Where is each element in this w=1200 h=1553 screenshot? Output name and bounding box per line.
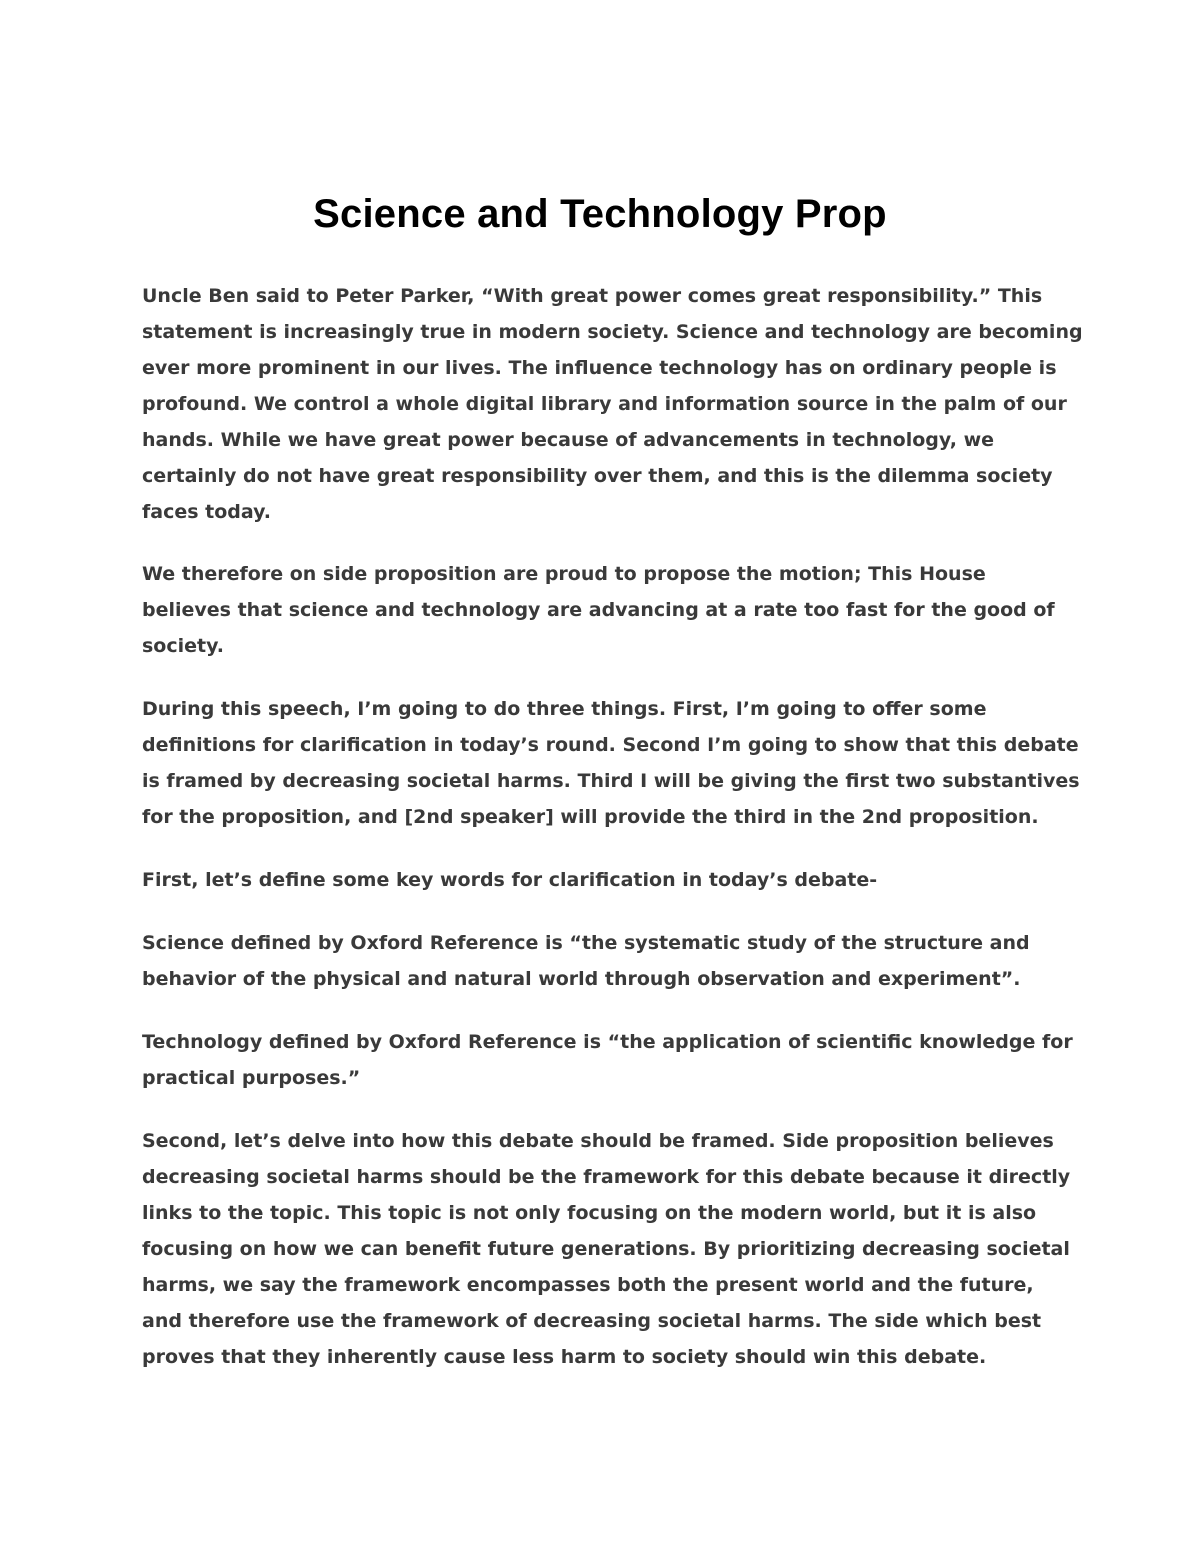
- paragraph-opening-quote: [142, 278, 1083, 530]
- paragraph-line: statement is increasingly true in modern society. Science and technology are becoming: [142, 321, 1083, 343]
- paragraph-line: for the proposition, and [2nd speaker] will provide the third in the 2nd proposition.: [142, 806, 1039, 828]
- paragraph-technology-definition: [142, 1024, 1072, 1096]
- paragraph-line: behavior of the physical and natural world through observation and experiment”.: [142, 968, 1021, 990]
- paragraph-framework: [142, 1123, 1072, 1375]
- paragraph-line: focusing on how we can benefit future generations. By prioritizing decreasing societal: [142, 1238, 1070, 1260]
- paragraph-line: links to the topic. This topic is not only focusing on the modern world, but it is also: [142, 1202, 1037, 1224]
- paragraph-line: ever more prominent in our lives. The influence technology has on ordinary people is: [142, 357, 1057, 379]
- paragraph-science-definition: [142, 925, 1072, 997]
- paragraph-line: harms, we say the framework encompasses both the present world and the future,: [142, 1274, 1034, 1296]
- paragraph-line: profound. We control a whole digital library and information source in the palm of our: [142, 393, 1067, 415]
- paragraph-line: First, let’s define some key words for clarification in today’s debate-: [142, 869, 878, 891]
- paragraph-line: We therefore on side proposition are proud to propose the motion; This House: [142, 563, 986, 585]
- paragraph-line: and therefore use the framework of decreasing societal harms. The side which best: [142, 1310, 1042, 1332]
- paragraph-line: Second, let’s delve into how this debate should be framed. Side proposition believes: [142, 1130, 1054, 1152]
- paragraph-speech-outline: [142, 691, 1080, 835]
- paragraph-line: certainly do not have great responsibility over them, and this is the dilemma society: [142, 465, 1053, 487]
- paragraph-line: definitions for clarification in today’s round. Second I’m going to show that this debate: [142, 734, 1079, 756]
- paragraph-line: Uncle Ben said to Peter Parker, “With great power comes great responsibility.” This: [142, 285, 1043, 307]
- paragraph-motion: [142, 556, 1072, 664]
- paragraph-line: society.: [142, 635, 224, 657]
- paragraph-line: faces today.: [142, 501, 271, 523]
- paragraph-line: Science defined by Oxford Reference is “the systematic study of the structure and: [142, 932, 1030, 954]
- paragraph-line: Technology defined by Oxford Reference is “the application of scientific knowledge for: [142, 1031, 1073, 1053]
- paragraph-line: hands. While we have great power because of advancements in technology, we: [142, 429, 995, 451]
- paragraph-definitions-intro: [142, 862, 1072, 898]
- paragraph-line: practical purposes.”: [142, 1067, 361, 1089]
- paragraph-line: is framed by decreasing societal harms. Third I will be giving the first two substantives: [142, 770, 1080, 792]
- paragraph-line: decreasing societal harms should be the framework for this debate because it directly: [142, 1166, 1071, 1188]
- paragraph-line: proves that they inherently cause less harm to society should win this debate.: [142, 1346, 987, 1368]
- paragraph-line: believes that science and technology are advancing at a rate too fast for the good of: [142, 599, 1055, 621]
- document-title: Science and Technology Prop: [313, 192, 887, 236]
- paragraph-line: During this speech, I’m going to do three things. First, I’m going to offer some: [142, 698, 987, 720]
